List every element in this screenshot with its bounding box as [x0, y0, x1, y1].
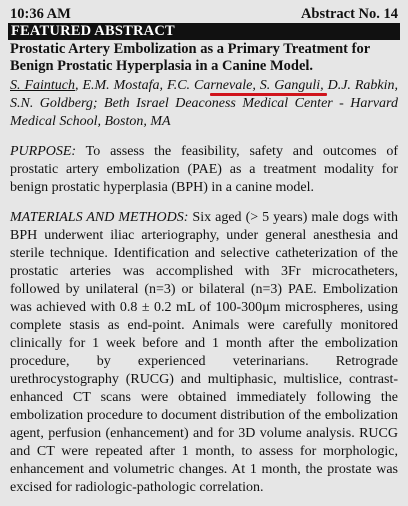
- author-list: [10, 77, 398, 131]
- author-name: E.M. Mostafa: [82, 78, 160, 93]
- purpose-heading: PURPOSE:: [10, 144, 77, 159]
- featured-abstract-banner: FEATURED ABSTRACT: [8, 23, 400, 40]
- header-row: [10, 6, 398, 23]
- author-separator: ,: [75, 78, 83, 93]
- author-name: S. Faintuch: [10, 78, 75, 93]
- methods-text: Six aged (> 5 years) male dogs with BPH underwent iliac arteriography, under general anesthesia and sterile technique. Identification and selective catheterization of the prostatic arteries was accomplished with 3Fr microcatheters, followed by unilateral (n=3) or bilateral (n=3) PAE. Embolization was achieved with 0.8 ± 0.2 mL of 100-300μm microspheres, using complete stasis as end-point. Animals were carefully monitored clinically for 1 week before and 1 month after the embolization procedure, by experienced veterinarians. Retrograde urethrocystography (RUCG) and multiphasic, multislice, contrast-enhanced CT scans were obtained immediately following the embolization procedure to document distribution of the embolization agent, perfusion (enhancement) and for 3D volume analysis. RUCG and CT were repeated after 1 month, to assess for morphologic, enhancement and volumetric changes. At 1 month, the prostate was excised for radiologic-pathologic correlation.: [10, 210, 399, 495]
- author-name-highlighted: F.C. Carnevale: [166, 78, 253, 93]
- methods-heading: MATERIALS AND METHODS:: [10, 210, 189, 225]
- author-name: S.N. Goldberg: [10, 96, 93, 111]
- author-name: S. Ganguli: [259, 78, 321, 93]
- red-highlight-underline: [210, 93, 327, 96]
- abstract-number: Abstract No. 14: [300, 6, 398, 22]
- time-label: 10:36 AM: [10, 6, 71, 22]
- purpose-text: To assess the feasibility, safety and outcomes of prostatic artery embolization (PAE) as a treatment modality for benign prostatic hyperplasia (BPH) in a canine model.: [10, 144, 398, 195]
- author-separator: ,: [252, 78, 260, 93]
- author-separator: ;: [92, 96, 105, 111]
- author-separator: ,: [320, 78, 328, 93]
- author-separator: ,: [394, 78, 399, 93]
- purpose-section: [10, 143, 398, 197]
- methods-section: [10, 209, 398, 497]
- abstract-title: Prostatic Artery Embolization as a Primary Treatment for Benign Prostatic Hyperplasia in a Canine Model.: [10, 41, 370, 74]
- author-affiliation: Beth Israel Deaconess Medical Center - Harvard Medical School, Boston, MA: [10, 96, 398, 129]
- author-name: D.J. Rabkin: [327, 78, 395, 93]
- author-separator: ,: [159, 78, 167, 93]
